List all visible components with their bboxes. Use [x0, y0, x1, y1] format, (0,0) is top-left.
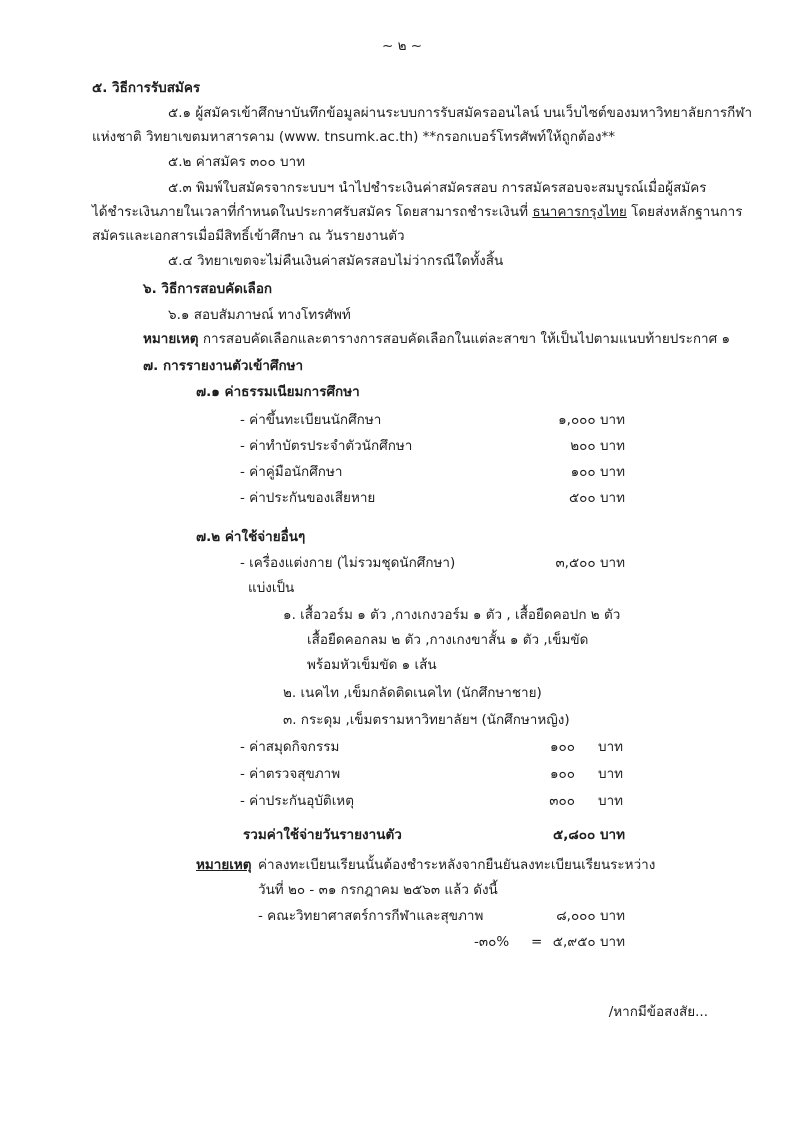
s6-note-text: การสอบคัดเลือกและตารางการสอบคัดเลือกในแต่ละสาขา ให้เป็นไปตามแนบท้ายประกาศ ๑: [198, 331, 731, 347]
s5-p3-line1: ๕.๓ พิมพ์ใบสมัครจากระบบฯ นำไปชำระเงินค่าสมัครสอบ การสมัครสอบจะสมบูรณ์เมื่อผู้สมัคร: [168, 180, 707, 196]
total-label: รวมค่าใช้จ่ายวันรายงานตัว: [243, 827, 402, 843]
s5-p1-line1: ๕.๑ ผู้สมัครเข้าศึกษาบันทึกข้อมูลผ่านระบบการรับสมัครออนไลน์ บนเว็บไซต์ของมหาวิทยาลัยการกีฬา: [168, 105, 753, 121]
other-item-unit: บาท: [598, 739, 624, 755]
other-item-amount: ๑๐๐: [549, 739, 575, 755]
s5-p3-line2: [92, 202, 743, 222]
fee-item-label: - ค่าขึ้นทะเบียนนักศึกษา: [240, 412, 382, 428]
discount-label: -๓๐%: [474, 934, 510, 950]
uniform-label: - เครื่องแต่งกาย (ไม่รวมชุดนักศึกษา): [240, 555, 456, 571]
other-item-amount: ๑๐๐: [549, 766, 575, 782]
fee-item-amount: ๑๐๐ บาท: [570, 464, 625, 480]
section-6-heading: ๖. วิธีการสอบคัดเลือก: [143, 281, 273, 297]
faculty-label: - คณะวิทยาศาสตร์การกีฬาและสุขภาพ: [258, 908, 484, 924]
bank-name: ธนาคารกรุงไทย: [532, 204, 627, 220]
other-item-label: - ค่าสมุดกิจกรรม: [240, 739, 340, 755]
other-item-amount: ๓๐๐: [549, 793, 575, 809]
section-5-heading: ๕. วิธีการรับสมัคร: [92, 80, 201, 96]
continued-footer: /หากมีข้อสงสัย...: [608, 1004, 708, 1020]
uniform-amount: ๓,๕๐๐ บาท: [555, 555, 625, 571]
page-number: ~ ๒ ~: [382, 38, 423, 54]
s5-p4: ๕.๔ วิทยาเขตจะไม่คืนเงินค่าสมัครสอบไม่ว่ากรณีใดทั้งสิ้น: [168, 253, 504, 269]
s7-note-label: หมายเหตุ: [196, 857, 252, 873]
s6-note: [143, 329, 730, 349]
fee-item-label: - ค่าประกันของเสียหาย: [240, 490, 376, 506]
other-item-label: - ค่าตรวจสุขภาพ: [240, 766, 341, 782]
s5-p3-line3: สมัครและเอกสารเมื่อมีสิทธิ์เข้าศึกษา ณ วันรายงานตัว: [92, 228, 405, 244]
other-item-unit: บาท: [598, 766, 624, 782]
divided-item: พร้อมหัวเข็มขัด ๑ เส้น: [307, 657, 437, 673]
s5-p2: ๕.๒ ค่าสมัคร ๓๐๐ บาท: [168, 154, 306, 170]
fee-item-label: - ค่าทำบัตรประจำตัวนักศึกษา: [240, 438, 413, 454]
fee-item-label: - ค่าคู่มือนักศึกษา: [240, 464, 343, 480]
section-7-heading: ๗. การรายงานตัวเข้าศึกษา: [143, 358, 304, 374]
other-item-label: - ค่าประกันอุบัติเหตุ: [240, 793, 354, 809]
discount-amount: ๕,๙๕๐ บาท: [552, 934, 625, 950]
faculty-amount: ๘,๐๐๐ บาท: [556, 908, 625, 924]
s7-sub2-heading: ๗.๒ ค่าใช้จ่ายอื่นๆ: [196, 529, 306, 545]
s6-p1: ๖.๑ สอบสัมภาษณ์ ทางโทรศัพท์: [168, 307, 351, 323]
fee-item-amount: ๒๐๐ บาท: [570, 438, 625, 454]
fee-item-amount: ๑,๐๐๐ บาท: [558, 412, 625, 428]
s7-note-line2: วันที่ ๒๐ - ๓๑ กรกฎาคม ๒๕๖๓ แล้ว ดังนี้: [258, 882, 498, 898]
s7-note-line1: ค่าลงทะเบียนเรียนนั้นต้องชำระหลังจากยืนยันลงทะเบียนเรียนระหว่าง: [258, 857, 656, 873]
other-item-unit: บาท: [598, 793, 624, 809]
s5-p1-line2: แห่งชาติ วิทยาเขตมหาสารคาม (www. tnsumk.ac.th) **กรอกเบอร์โทรศัพท์ให้ถูกต้อง**: [92, 129, 615, 145]
s5-p3-line2-a: ได้ชำระเงินภายในเวลาที่กำหนดในประกาศรับสมัคร โดยสามารถชำระเงินที่: [92, 204, 533, 220]
divided-label: แบ่งเป็น: [248, 580, 295, 596]
total-amount: ๕,๘๐๐ บาท: [553, 827, 625, 843]
s7-sub1-heading: ๗.๑ ค่าธรรมเนียมการศึกษา: [196, 384, 360, 400]
divided-item: ๓. กระดุม ,เข็มตรามหาวิทยาลัยฯ (นักศึกษาหญิง): [283, 712, 570, 728]
divided-item: ๒. เนคไท ,เข็มกลัดติดเนคไท (นักศึกษาชาย): [283, 685, 542, 701]
fee-item-amount: ๕๐๐ บาท: [568, 490, 625, 506]
divided-item: ๑. เสื้อวอร์ม ๑ ตัว ,กางเกงวอร์ม ๑ ตัว , เสื้อยืดคอปก ๒ ตัว: [283, 607, 621, 623]
s5-p3-line2-b: โดยส่งหลักฐานการ: [626, 204, 743, 220]
divided-item: เสื้อยืดคอกลม ๒ ตัว ,กางเกงขาสั้น ๑ ตัว ,เข็มขัด: [307, 632, 589, 648]
s6-note-label: หมายเหตุ: [143, 331, 199, 347]
discount-equals: =: [531, 934, 543, 950]
